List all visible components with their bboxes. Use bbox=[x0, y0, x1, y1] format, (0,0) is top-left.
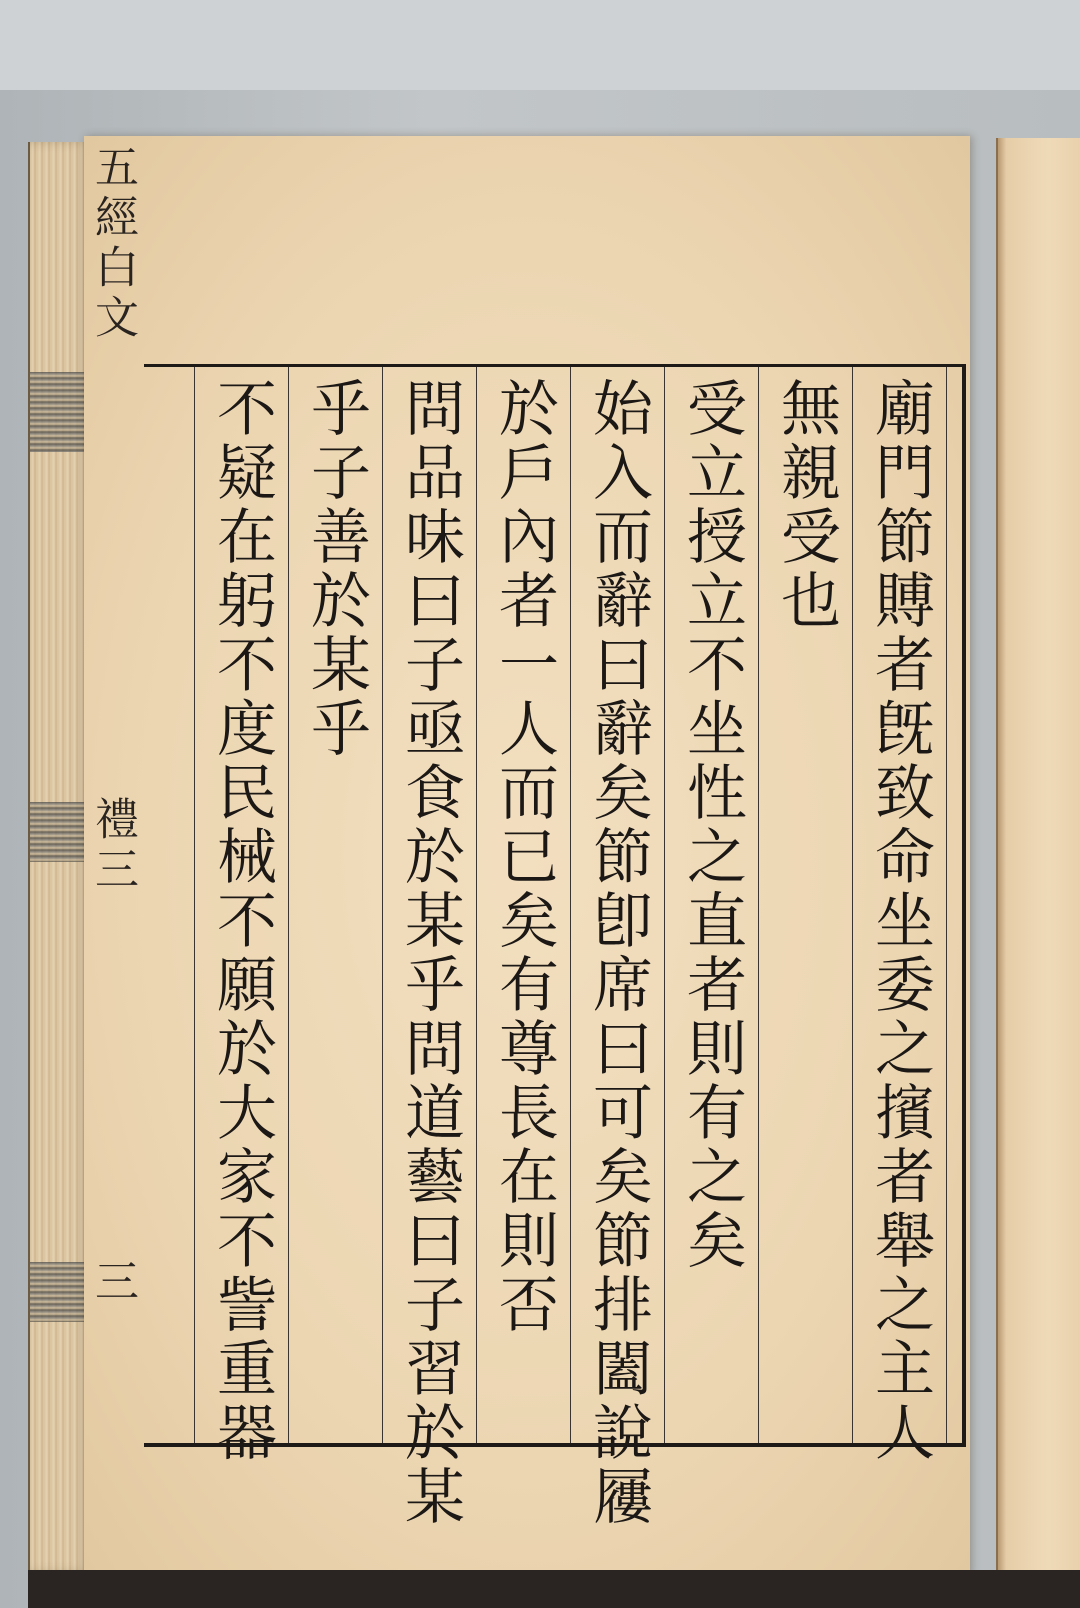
column-rule bbox=[382, 367, 383, 1443]
bottom-edge bbox=[28, 1570, 1080, 1608]
column-rule bbox=[476, 367, 477, 1443]
text-frame bbox=[144, 364, 966, 1529]
column-rule bbox=[194, 367, 195, 1443]
book-page bbox=[84, 136, 970, 1576]
next-page-edge bbox=[996, 138, 1080, 1574]
text-column-7: 乎子善於某乎 bbox=[301, 377, 371, 761]
text-column-8: 不疑在躬不度民械不願於大家不訾重器 bbox=[207, 377, 277, 1465]
top-band bbox=[0, 0, 1080, 90]
text-column-4: 始入而辭曰辭矣節卽席曰可矣節排闔說屨 bbox=[583, 377, 653, 1529]
column-rule bbox=[852, 367, 853, 1443]
column-rule bbox=[758, 367, 759, 1443]
column-rule bbox=[946, 367, 947, 1443]
text-column-6: 問品味曰子亟食於某乎問道藝曰子習於某 bbox=[395, 377, 465, 1529]
column-rule bbox=[288, 367, 289, 1443]
text-column-5: 於戶內者一人而已矣有尊長在則否 bbox=[489, 377, 559, 1337]
book bbox=[28, 136, 1080, 1576]
margin-section-label: 禮三 bbox=[87, 796, 138, 896]
text-column-1: 廟門節賻者旣致命坐委之擯者舉之主人 bbox=[865, 377, 935, 1465]
margin-page-number: 三 bbox=[87, 1258, 138, 1308]
margin-book-title: 五經白文 bbox=[87, 144, 138, 344]
column-rule bbox=[664, 367, 665, 1443]
text-column-2: 無親受也 bbox=[771, 377, 841, 633]
column-rule bbox=[570, 367, 571, 1443]
text-column-3: 受立授立不坐性之直者則有之矣 bbox=[677, 377, 747, 1273]
stack-mark bbox=[30, 372, 90, 452]
